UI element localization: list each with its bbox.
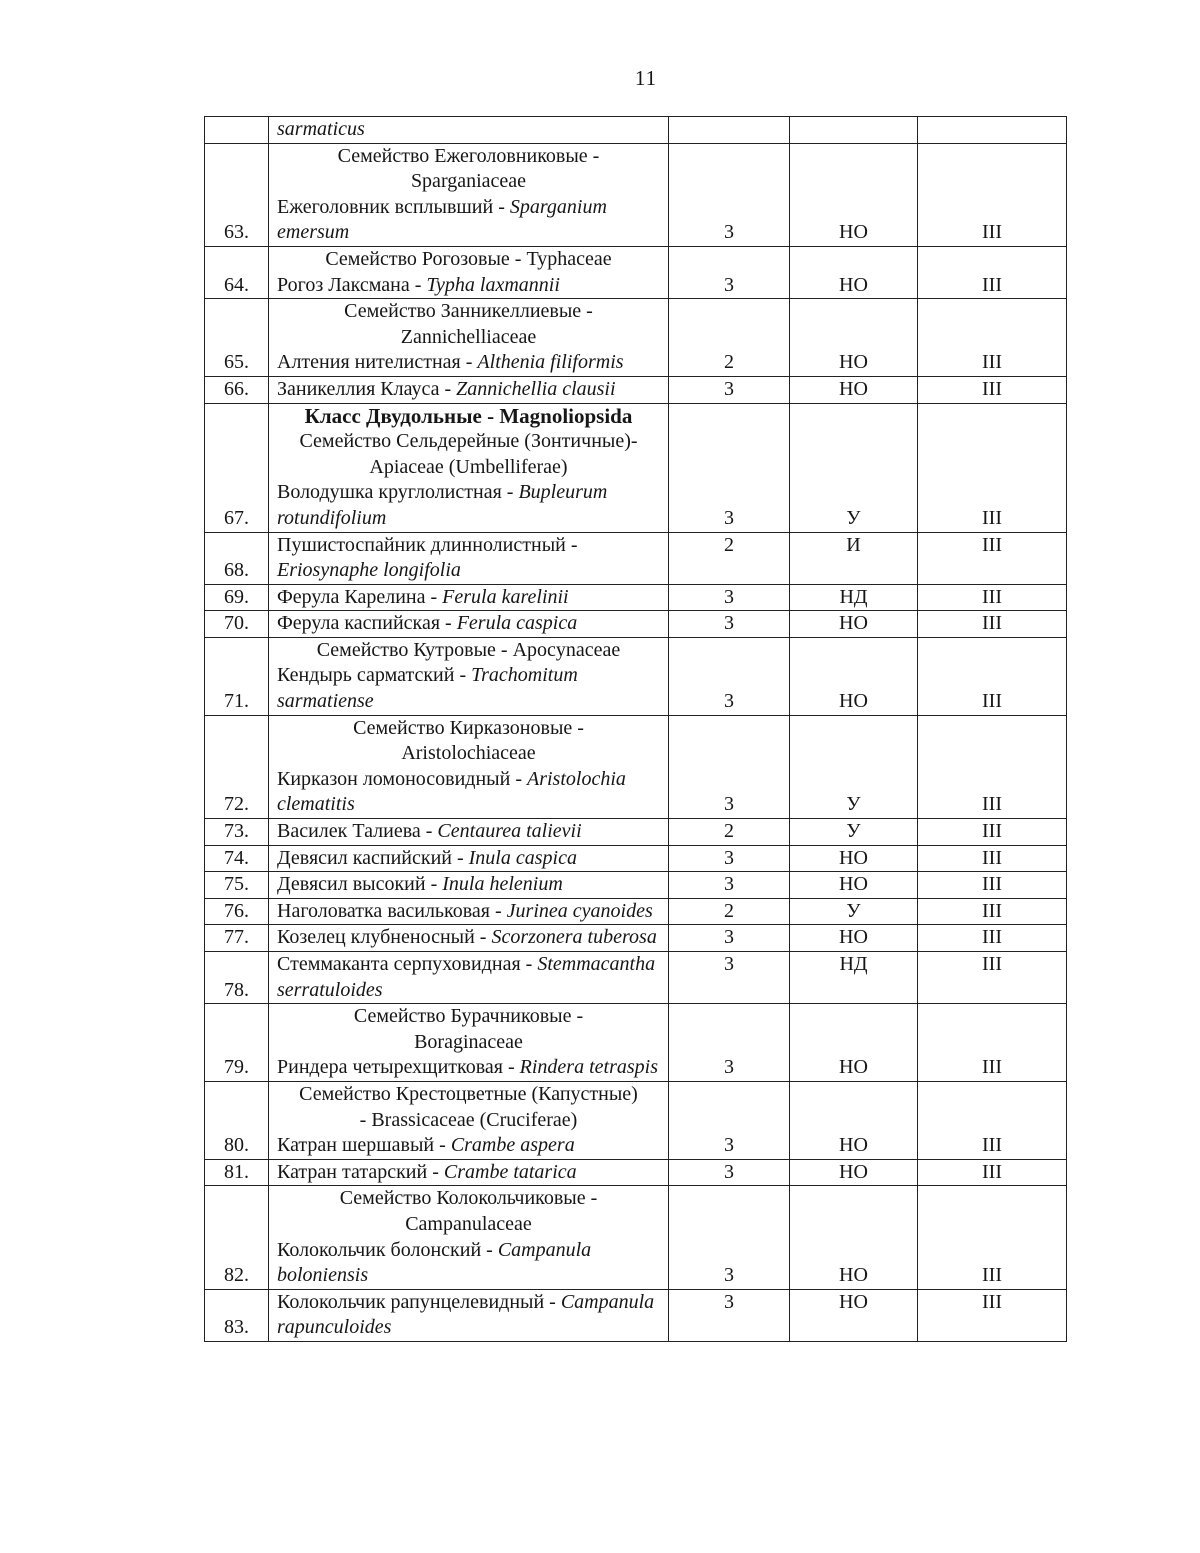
category-cell: 3 xyxy=(669,584,790,611)
species-name-latin: Jurinea cyanoides xyxy=(506,899,653,922)
row-number: 74. xyxy=(205,845,269,872)
table-row xyxy=(205,1159,1067,1186)
status-cell: НО xyxy=(790,611,918,638)
species-cell xyxy=(269,1004,669,1082)
species-cell xyxy=(269,117,669,144)
table-row xyxy=(205,246,1067,298)
species-cell xyxy=(269,376,669,403)
species-name-latin: Inula caspica xyxy=(468,846,577,869)
species-cell xyxy=(269,819,669,846)
page-number: 11 xyxy=(634,66,658,90)
row-number: 82. xyxy=(205,1186,269,1289)
category-cell: 3 xyxy=(669,1081,790,1159)
table-row xyxy=(205,819,1067,846)
species-name-ru: Стеммаканта серпуховидная - xyxy=(277,953,538,975)
species-name-latin: Zannichellia clausii xyxy=(456,377,616,400)
status-cell: НО xyxy=(790,246,918,298)
species-name-latin: Scorzonera tuberosa xyxy=(491,926,657,949)
species-name-ru: Заникеллия Клауса - xyxy=(277,377,457,400)
species-name-latin: sarmaticus xyxy=(277,118,365,140)
family-header: Семейство Крестоцветные (Капустные) xyxy=(299,1082,638,1105)
priority-cell: III xyxy=(918,143,1067,246)
priority-cell: III xyxy=(918,532,1067,584)
species-table-body xyxy=(205,117,1067,1342)
family-header: Семейство Кутровые - Apocynaceae xyxy=(316,638,621,661)
species-cell xyxy=(269,637,669,715)
species-name-ru: Колокольчик болонский - xyxy=(277,1238,498,1261)
row-number: 81. xyxy=(205,1159,269,1186)
species-table xyxy=(204,116,1067,1342)
species-cell xyxy=(269,845,669,872)
status-cell: НО xyxy=(790,1289,918,1341)
species-name-ru: Кендырь сарматский - xyxy=(277,664,472,687)
species-cell xyxy=(269,925,669,952)
status-cell: У xyxy=(790,403,918,532)
species-name-ru: Кирказон ломоносовидный - xyxy=(277,767,527,790)
priority-cell: III xyxy=(918,952,1067,1004)
status-cell: И xyxy=(790,532,918,584)
species-name-latin: Campanula boloniensis xyxy=(277,1238,592,1287)
category-cell: 3 xyxy=(669,403,790,532)
family-header: Boraginaceae xyxy=(414,1030,523,1053)
table-row xyxy=(205,1004,1067,1082)
priority-cell: III xyxy=(918,1081,1067,1159)
priority-cell: III xyxy=(918,376,1067,403)
table-row xyxy=(205,611,1067,638)
status-cell: НО xyxy=(790,637,918,715)
row-number: 80. xyxy=(205,1081,269,1159)
status-cell: У xyxy=(790,715,918,818)
row-number: 76. xyxy=(205,898,269,925)
category-cell: 2 xyxy=(669,819,790,846)
table-row xyxy=(205,584,1067,611)
species-cell xyxy=(269,143,669,246)
row-number: 65. xyxy=(205,299,269,377)
species-cell xyxy=(269,1289,669,1341)
status-cell: У xyxy=(790,819,918,846)
category-cell: 3 xyxy=(669,246,790,298)
priority-cell: III xyxy=(918,845,1067,872)
table-row xyxy=(205,532,1067,584)
table-row xyxy=(205,403,1067,532)
priority-cell: III xyxy=(918,872,1067,899)
family-header: Семейство Занникеллиевые - xyxy=(344,300,593,323)
status-cell: НО xyxy=(790,845,918,872)
category-cell: 3 xyxy=(669,845,790,872)
status-cell: НД xyxy=(790,952,918,1004)
species-name-latin: Ferula caspica xyxy=(456,612,578,635)
priority-cell: III xyxy=(918,1289,1067,1341)
table-row xyxy=(205,1289,1067,1341)
family-header: - Brassicaceae (Cruciferae) xyxy=(359,1108,578,1131)
species-name-latin: Eriosynaphe longifolia xyxy=(277,559,461,582)
species-cell xyxy=(269,898,669,925)
species-name-ru: Риндера четырехщитковая - xyxy=(277,1056,520,1079)
species-cell xyxy=(269,246,669,298)
priority-cell: III xyxy=(918,1004,1067,1082)
species-name-latin: Althenia filiformis xyxy=(477,351,624,374)
table-row xyxy=(205,952,1067,1004)
species-cell xyxy=(269,872,669,899)
species-name-latin: Centaurea talievii xyxy=(437,820,582,843)
table-row xyxy=(205,117,1067,144)
species-name-ru: Колокольчик рапунцелевидный - xyxy=(277,1290,561,1313)
species-name-ru: Володушка круглолистная - xyxy=(277,481,519,504)
category-cell: 3 xyxy=(669,611,790,638)
family-header: Семейство Бурачниковые - xyxy=(353,1005,584,1028)
species-name-latin: Sparganium emersum xyxy=(277,195,607,244)
priority-cell: III xyxy=(918,611,1067,638)
table-row xyxy=(205,925,1067,952)
status-cell: НО xyxy=(790,1159,918,1186)
row-number: 72. xyxy=(205,715,269,818)
category-cell: 3 xyxy=(669,376,790,403)
family-header: Семейство Рогозовые - Typhaceae xyxy=(325,247,612,270)
row-number: 75. xyxy=(205,872,269,899)
category-cell: 3 xyxy=(669,715,790,818)
category-cell: 3 xyxy=(669,1159,790,1186)
species-name-ru: Наголоватка васильковая - xyxy=(277,899,507,922)
row-number: 67. xyxy=(205,403,269,532)
species-name-latin: Trachomitum sarmatiense xyxy=(277,664,578,713)
priority-cell: III xyxy=(918,925,1067,952)
priority-cell: III xyxy=(918,819,1067,846)
status-cell: НО xyxy=(790,925,918,952)
species-name-ru: Василек Талиева - xyxy=(277,820,438,843)
category-cell: 3 xyxy=(669,925,790,952)
family-header: Sparganiaceae xyxy=(410,170,527,193)
family-header: Campanulaceae xyxy=(405,1212,532,1235)
species-cell xyxy=(269,584,669,611)
priority-cell: III xyxy=(918,637,1067,715)
category-cell: 2 xyxy=(669,532,790,584)
table-row xyxy=(205,637,1067,715)
species-name-latin: Inula helenium xyxy=(442,873,563,896)
table-row xyxy=(205,715,1067,818)
category-cell: 2 xyxy=(669,299,790,377)
species-cell xyxy=(269,299,669,377)
row-number: 70. xyxy=(205,611,269,638)
table-row xyxy=(205,143,1067,246)
priority-cell: III xyxy=(918,299,1067,377)
species-name-latin: Typha laxmannii xyxy=(426,273,560,296)
row-number: 77. xyxy=(205,925,269,952)
species-name-ru: Пушистоспайник длиннолистный - xyxy=(277,533,578,556)
species-name-ru: Ферула каспийская - xyxy=(277,612,457,635)
status-cell: НО xyxy=(790,1186,918,1289)
table-row xyxy=(205,299,1067,377)
priority-cell: III xyxy=(918,584,1067,611)
priority-cell: III xyxy=(918,1159,1067,1186)
priority-cell: III xyxy=(918,715,1067,818)
species-cell xyxy=(269,952,669,1004)
status-cell: НО xyxy=(790,299,918,377)
row-number: 66. xyxy=(205,376,269,403)
row-number: 78. xyxy=(205,952,269,1004)
category-cell: 3 xyxy=(669,637,790,715)
species-cell xyxy=(269,715,669,818)
category-cell: 3 xyxy=(669,872,790,899)
status-cell: НД xyxy=(790,584,918,611)
species-name-latin: Ferula karelinii xyxy=(442,585,569,608)
species-name-ru: Козелец клубненосный - xyxy=(277,926,492,949)
species-cell xyxy=(269,1081,669,1159)
category-cell: 3 xyxy=(669,1186,790,1289)
priority-cell xyxy=(918,117,1067,144)
species-name-ru: Девясил каспийский - xyxy=(277,846,469,869)
category-cell xyxy=(669,117,790,144)
priority-cell: III xyxy=(918,898,1067,925)
species-cell xyxy=(269,1186,669,1289)
row-number: 64. xyxy=(205,246,269,298)
row-number: 79. xyxy=(205,1004,269,1082)
table-row xyxy=(205,1081,1067,1159)
table-row xyxy=(205,376,1067,403)
status-cell xyxy=(790,117,918,144)
status-cell: НО xyxy=(790,143,918,246)
row-number: 83. xyxy=(205,1289,269,1341)
species-cell xyxy=(269,611,669,638)
species-cell xyxy=(269,1159,669,1186)
table-row xyxy=(205,872,1067,899)
species-name-ru: Катран татарский - xyxy=(277,1160,444,1183)
row-number: 68. xyxy=(205,532,269,584)
table-row xyxy=(205,845,1067,872)
species-cell xyxy=(269,532,669,584)
category-cell: 3 xyxy=(669,1004,790,1082)
priority-cell: III xyxy=(918,403,1067,532)
row-number: 71. xyxy=(205,637,269,715)
family-header: Aristolochiaceae xyxy=(401,742,536,765)
table-row xyxy=(205,898,1067,925)
family-header: Apiaceae (Umbelliferae) xyxy=(369,455,568,478)
species-name-ru: Девясил высокий - xyxy=(277,873,443,896)
species-name-ru: Ферула Карелина - xyxy=(277,585,443,608)
status-cell: НО xyxy=(790,1004,918,1082)
category-cell: 2 xyxy=(669,898,790,925)
species-cell xyxy=(269,403,669,532)
species-name-ru: Рогоз Лаксмана - xyxy=(277,273,427,296)
species-name-ru: Ежеголовник всплывший - xyxy=(277,195,510,218)
species-name-ru: Алтения нителистная - xyxy=(277,351,478,374)
class-header: Класс Двудольные - Magnoliopsida xyxy=(304,403,633,428)
species-name-latin: Rindera tetraspis xyxy=(519,1056,658,1079)
family-header: Семейство Сельдерейные (Зонтичные)- xyxy=(299,430,638,453)
species-name-latin: Campanula rapunculoides xyxy=(277,1290,655,1339)
row-number: 69. xyxy=(205,584,269,611)
species-name-latin: Bupleurum rotundifolium xyxy=(277,481,608,529)
family-header: Семейство Кирказоновые - xyxy=(353,716,584,739)
family-header: Семейство Ежеголовниковые - xyxy=(337,144,600,167)
family-header: Семейство Колокольчиковые - xyxy=(339,1187,598,1210)
species-name-latin: Aristolochia clematitis xyxy=(277,767,626,816)
species-name-ru: Катран шершавый - xyxy=(277,1134,451,1157)
family-header: Zannichelliaceae xyxy=(400,325,537,348)
priority-cell: III xyxy=(918,246,1067,298)
category-cell: 3 xyxy=(669,143,790,246)
priority-cell: III xyxy=(918,1186,1067,1289)
status-cell: НО xyxy=(790,376,918,403)
category-cell: 3 xyxy=(669,1289,790,1341)
table-row xyxy=(205,1186,1067,1289)
category-cell: 3 xyxy=(669,952,790,1004)
row-number: 73. xyxy=(205,819,269,846)
species-name-latin: Crambe aspera xyxy=(450,1134,575,1157)
row-number: 63. xyxy=(205,143,269,246)
status-cell: У xyxy=(790,898,918,925)
species-name-latin: Crambe tatarica xyxy=(443,1160,577,1183)
status-cell: НО xyxy=(790,1081,918,1159)
row-number xyxy=(205,117,269,144)
status-cell: НО xyxy=(790,872,918,899)
species-name-latin: Stemmacantha serratuloides xyxy=(277,953,656,1001)
